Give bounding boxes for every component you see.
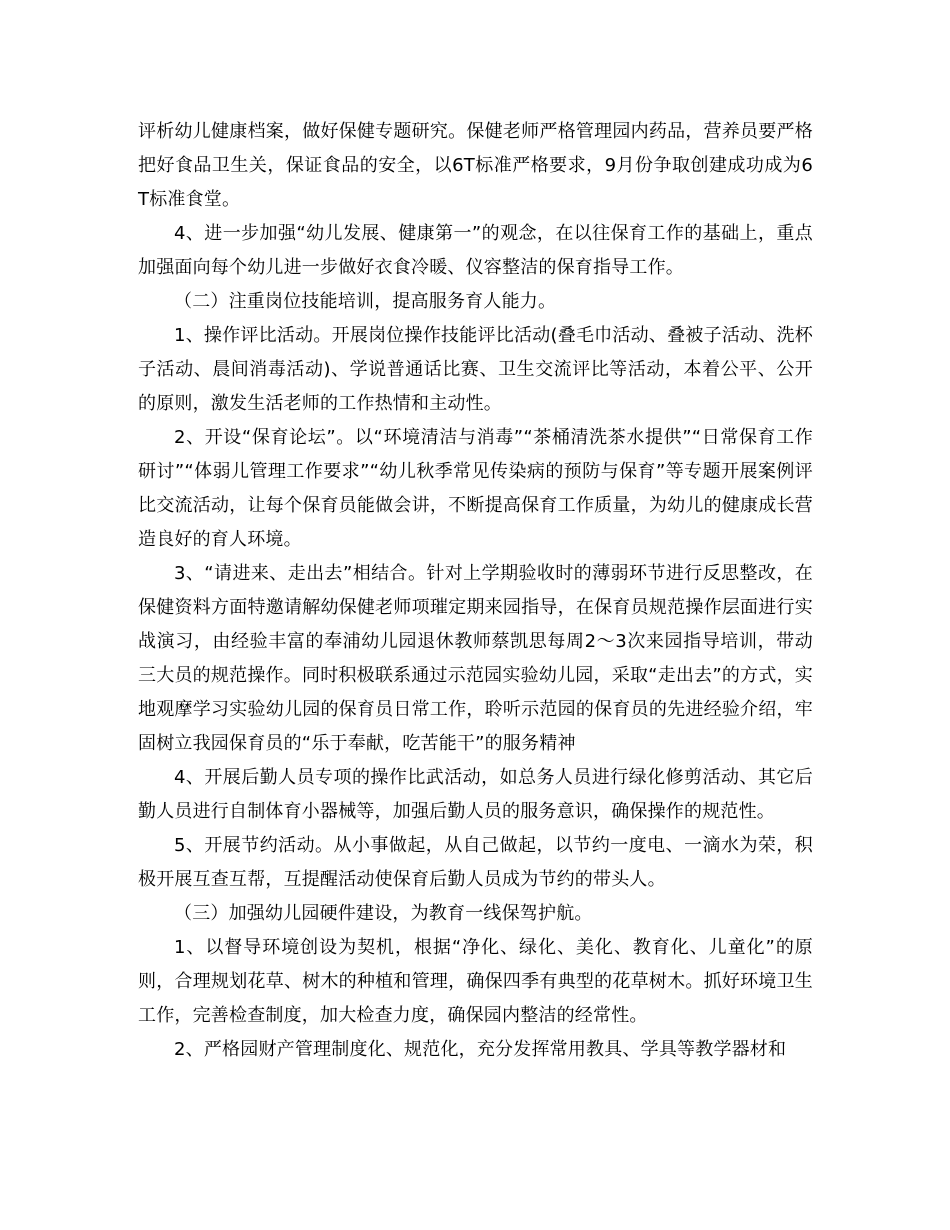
section-heading-2: （二）注重岗位技能培训，提高服务育人能力。	[174, 291, 557, 312]
paragraph-item-2-care-forum: 2、开设“保育论坛”。以“环境清洁与消毒”“茶桶清洗茶水提供”“日常保育工作研讨”“体弱儿管理工作要求”“幼儿秋季常见传染病的预防与保育”等专题开展案例评比交流活动，让每个保育员能做会讲，不断提高保育工作质量，为幼儿的健康成长营造良好的育人环境。	[138, 427, 813, 550]
paragraph-item-1-environment: 1、以督导环境创设为契机，根据“净化、绿化、美化、教育化、儿童化”的原则，合理规划花草、树木的种植和管理，确保四季有典型的花草树木。抓好环境卫生工作，完善检查制度，加大检查力度，确保园内整洁的经常性。	[138, 937, 813, 1026]
section-heading-3: （三）加强幼儿园硬件建设，为教育一线保驾护航。	[174, 903, 593, 924]
paragraph-item-1-skill-contest: 1、操作评比活动。开展岗位操作技能评比活动(叠毛巾活动、叠被子活动、洗杯子活动、晨间消毒活动)、学说普通话比赛、卫生交流评比等活动，本着公平、公开的原则，激发生活老师的工作热情和主动性。	[138, 325, 813, 414]
paragraph-item-3-invite-and-visit: 3、“请进来、走出去”相结合。针对上学期验收时的薄弱环节进行反思整改，在保健资料方面特邀请解幼保健老师项璀定期来园指导，在保育员规范操作层面进行实战演习，由经验丰富的奉浦幼儿园退休教师蔡凯思每周2～3次来园指导培训，带动三大员的规范操作。同时积极联系通过示范园实验幼儿园，采取“走出去”的方式，实地观摩学习实验幼儿园的保育员日常工作，聆听示范园的保育员的先进经验介绍，牢固树立我园保育员的“乐于奉献，吃苦能干”的服务精神	[138, 563, 813, 754]
paragraph-item-2-property-management: 2、严格园财产管理制度化、规范化，充分发挥常用教具、学具等教学器材和	[174, 1039, 787, 1060]
paragraph-item-4-logistics-contest: 4、开展后勤人员专项的操作比武活动，如总务人员进行绿化修剪活动、其它后勤人员进行自制体育小器械等，加强后勤人员的服务意识，确保操作的规范性。	[138, 767, 813, 822]
paragraph-item-4-health-first: 4、进一步加强“幼儿发展、健康第一”的观念，在以往保育工作的基础上，重点加强面向每个幼儿进一步做好衣食冷暖、仪容整洁的保育指导工作。	[138, 223, 813, 278]
paragraph-item-5-saving-activity: 5、开展节约活动。从小事做起，从自己做起，以节约一度电、一滴水为荣，积极开展互查互帮，互提醒活动使保育后勤人员成为节约的带头人。	[138, 835, 813, 890]
paragraph-health-records: 评析幼儿健康档案，做好保健专题研究。保健老师严格管理园内药品，营养员要严格把好食品卫生关，保证食品的安全，以6T标准严格要求，9月份争取创建成功成为6T标准食堂。	[138, 121, 813, 210]
